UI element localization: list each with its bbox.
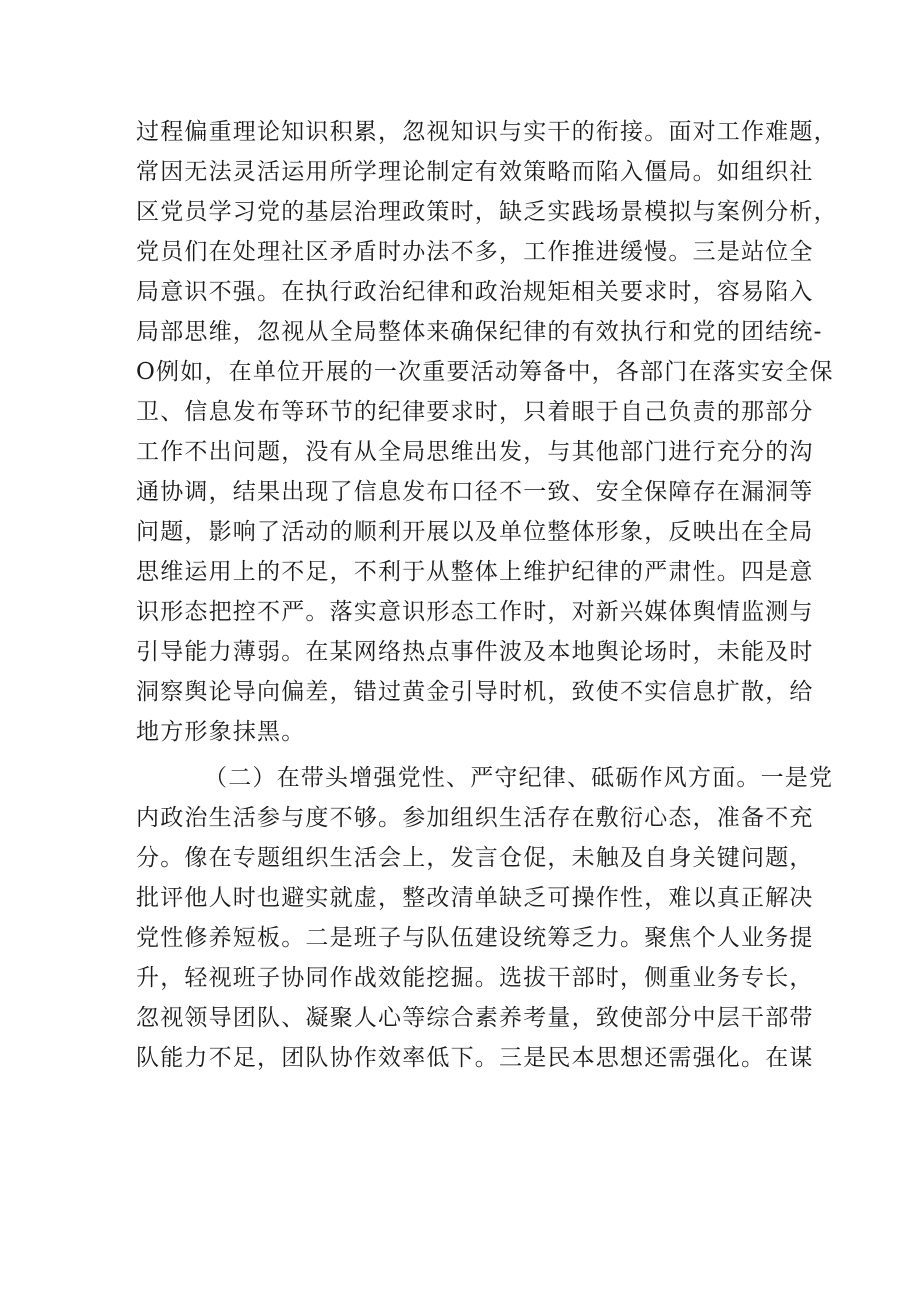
text-line: 地方形象抹黑。: [136, 719, 306, 745]
text-line: 局部思维，忽视从全局整体来确保纪律的有效执行和党的团结统-: [136, 319, 823, 345]
text-line: 队能力不足，团队协作效率低下。三是民本思想还需强化。在谋: [136, 1045, 814, 1071]
text-line: 区党员学习党的基层治理政策时，缺乏实践场景模拟与案例分析，: [136, 199, 838, 225]
text-line: O例如，在单位开展的一次重要活动筹备中，各部门在落实安全保: [136, 359, 834, 385]
text-line: 思维运用上的不足，不利于从整体上维护纪律的严肃性。四是意: [136, 559, 814, 585]
text-line: 通协调，结果出现了信息发布口径不一致、安全保障存在漏洞等: [136, 479, 814, 505]
text-line: 忽视领导团队、凝聚人心等综合素养考量，致使部分中层干部带: [136, 1005, 814, 1031]
paragraph-1: [136, 112, 838, 752]
text-line: 洞察舆论导向偏差，错过黄金引导时机，致使不实信息扩散，给: [136, 679, 814, 705]
text-line: 分。像在专题组织生活会上，发言仓促，未触及自身关键问题，: [136, 845, 814, 871]
text-line: 识形态把控不严。落实意识形态工作时，对新兴媒体舆情监测与: [136, 599, 814, 625]
text-line: 升，轻视班子协同作战效能挖掘。选拔干部时，侧重业务专长，: [136, 965, 814, 991]
text-line: 党员们在处理社区矛盾时办法不多，工作推进缓慢。三是站位全: [136, 239, 814, 265]
text-line: 批评他人时也避实就虚，整改清单缺乏可操作性，难以真正解决: [136, 885, 814, 911]
document-body: [136, 112, 838, 1078]
text-line: 内政治生活参与度不够。参加组织生活存在敷衍心态，准备不充: [136, 805, 814, 831]
text-line: 问题，影响了活动的顺利开展以及单位整体形象，反映出在全局: [136, 519, 814, 545]
text-line: （二）在带头增强党性、严守纪律、砥砺作风方面。一是党: [204, 765, 834, 791]
text-line: 常因无法灵活运用所学理论制定有效策略而陷入僵局。如组织社: [136, 159, 814, 185]
text-line: 局意识不强。在执行政治纪律和政治规矩相关要求时，容易陷入: [136, 279, 814, 305]
text-line: 过程偏重理论知识积累，忽视知识与实干的衔接。面对工作难题，: [136, 119, 838, 145]
text-line: 卫、信息发布等环节的纪律要求时，只着眼于自己负责的那部分: [136, 399, 814, 425]
text-line: 工作不出问题，没有从全局思维出发，与其他部门进行充分的沟: [136, 439, 814, 465]
paragraph-2: [136, 758, 834, 1078]
text-line: 党性修养短板。二是班子与队伍建设统筹乏力。聚焦个人业务提: [136, 925, 814, 951]
text-line: 引导能力薄弱。在某网络热点事件波及本地舆论场时，未能及时: [136, 639, 814, 665]
